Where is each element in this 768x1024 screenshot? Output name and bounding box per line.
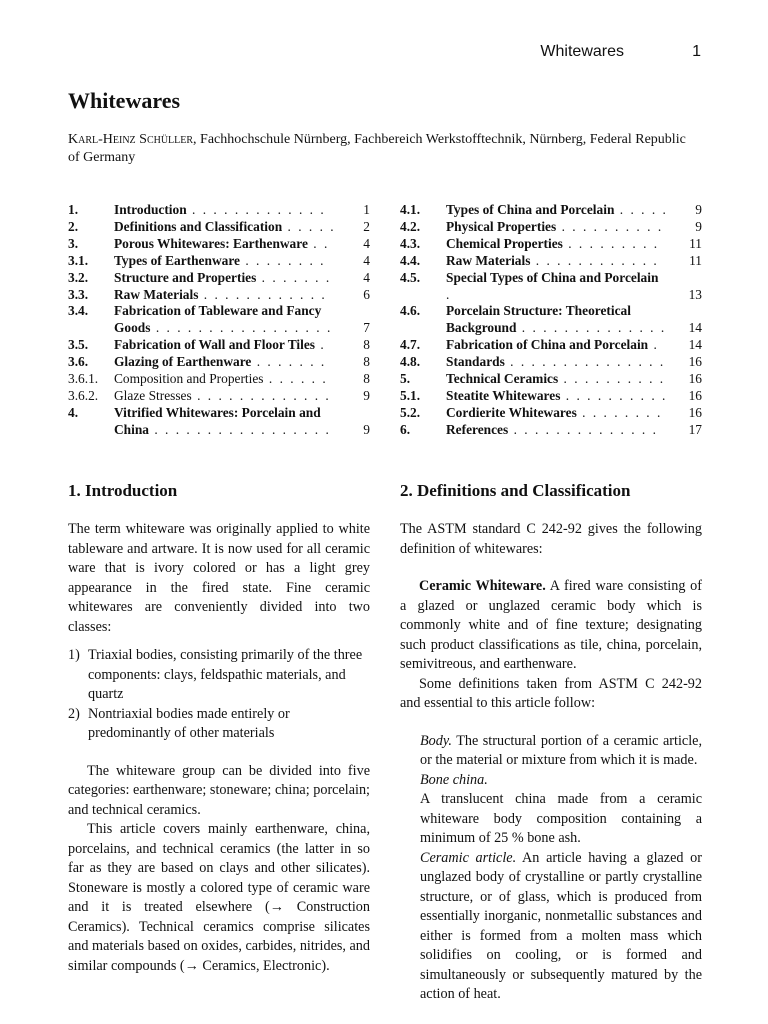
toc-entry-page: 1: [363, 202, 370, 217]
toc-leader-dots: . . . . . . . . . . . . . . . . .: [148, 421, 331, 437]
toc-entry-title-wrap: [114, 405, 370, 439]
toc-entry: [68, 388, 370, 405]
toc-entry: [400, 388, 702, 405]
list-item: [68, 646, 370, 705]
toc-entry-number: 5.1.: [400, 387, 421, 403]
toc-entry-title: Technical Ceramics: [446, 371, 559, 387]
toc-entry-title-wrap: [114, 219, 370, 236]
running-head-title: Whitewares: [540, 43, 624, 60]
definition-term: Body.: [420, 732, 452, 749]
toc-entry-title: Introduction: [114, 202, 187, 217]
toc-entry-number: 5.2.: [400, 404, 421, 420]
toc-entry: [400, 422, 702, 439]
toc-leader-dots: . . . . . . . . . . . . . . .: [504, 354, 666, 370]
toc-entry: [68, 337, 370, 354]
definition-paragraph: [400, 577, 702, 675]
toc-entry-page: 4: [363, 252, 370, 268]
toc-entry-number: 3.1.: [68, 252, 89, 268]
toc-entry: [400, 354, 702, 371]
toc-entry-title-wrap: [446, 337, 702, 354]
toc-leader-dots: .: [446, 286, 452, 302]
list-item-text: Nontriaxial bodies made entirely or predominantly of other materials: [88, 705, 290, 741]
toc-leader-dots: . . . . . . . . . .: [558, 371, 666, 387]
toc-entry-title-wrap: [114, 287, 370, 304]
toc-leader-dots: . . . . . . . . . . . . . . . . .: [150, 320, 333, 336]
toc-leader-dots: . . . . . . . . . . . . . .: [516, 320, 667, 336]
toc-entry-title-wrap: [114, 253, 370, 270]
toc-entry-page: 16: [688, 354, 702, 370]
toc-entry-number: 3.4.: [68, 303, 89, 319]
toc-entry: [68, 354, 370, 371]
toc-entry-page: 17: [688, 421, 702, 437]
list-item: [68, 705, 370, 744]
definition-text: The structural portion of a ceramic article, or the material or mixture from which it is made.: [420, 732, 702, 768]
toc-entry-number: 2.: [68, 218, 79, 234]
toc-entry-title-wrap: [114, 236, 370, 253]
classes-list: [68, 646, 370, 744]
toc-entry-number: 4.5.: [400, 269, 421, 285]
article-title: Whitewares: [68, 88, 181, 113]
toc-entry-number: 1.: [68, 202, 79, 217]
list-item-number: 2): [68, 705, 80, 722]
toc-entry-title: References: [446, 421, 509, 437]
toc-entry-title: Composition and Properties: [114, 371, 264, 387]
toc-entry-page: 4: [363, 235, 370, 251]
toc-entry-title-wrap: [114, 371, 370, 388]
column-left: [68, 480, 370, 976]
toc-entry-title: Fabrication of Tableware and Fancy Goods: [114, 303, 322, 336]
toc-entry-page: 16: [688, 404, 702, 420]
toc-entry: [68, 303, 370, 337]
toc-entry-page: 8: [363, 354, 370, 370]
toc-entry-title-wrap: [114, 337, 370, 354]
toc-entry: [400, 303, 702, 337]
toc-leader-dots: . .: [307, 235, 330, 251]
toc-entry-number: 3.2.: [68, 269, 89, 285]
toc-entry: [400, 236, 702, 253]
toc-entry-page: 11: [689, 235, 702, 251]
toc-entry-title-wrap: [446, 354, 702, 371]
section-heading-introduction: 1. Introduction: [68, 481, 178, 500]
toc-entry-page: 16: [688, 387, 702, 403]
toc-leader-dots: .: [315, 337, 326, 353]
table-of-contents-right: [400, 202, 702, 439]
toc-entry-number: 3.6.2.: [68, 387, 99, 403]
toc-entry-title: Glazing of Earthenware: [114, 354, 252, 370]
toc-entry-title: Types of Earthenware: [114, 252, 240, 268]
toc-entry-number: 3.3.: [68, 286, 89, 302]
definition-ceramic-article: [420, 849, 702, 1005]
toc-entry-title: Physical Properties: [446, 218, 557, 234]
toc-entry-title: Raw Materials: [114, 286, 199, 302]
paragraph: The term whiteware was originally applied to white tableware and artware. It is now used for all ceramic ware that is ivory colored or has a light grey appearance in the fired state. Fine ceramic whitewares are conveniently divided into two classes:: [68, 521, 370, 635]
toc-leader-dots: . . . . . . . . . .: [556, 218, 664, 234]
toc-entry-number: 4.3.: [400, 235, 421, 251]
column-right: [400, 480, 702, 1005]
toc-entry-title-wrap: [446, 303, 702, 337]
toc-entry-page: 9: [695, 218, 702, 234]
running-head: [0, 43, 768, 65]
toc-entry-title: Raw Materials: [446, 252, 531, 268]
toc-leader-dots: . . . . . . . . . . . . .: [186, 202, 326, 217]
toc-entry-title: Types of China and Porcelain: [446, 202, 615, 217]
toc-entry: [400, 270, 702, 304]
toc-leader-dots: . . . . . . .: [251, 354, 327, 370]
toc-entry-title: Steatite Whitewares: [446, 387, 561, 403]
toc-entry: [68, 270, 370, 287]
toc-leader-dots: . . . . . . . . .: [562, 235, 660, 251]
toc-entry-number: 3.: [68, 235, 79, 251]
toc-leader-dots: . . . . .: [614, 202, 668, 217]
definition-term: Ceramic article.: [420, 849, 517, 866]
toc-leader-dots: . . . . . . . .: [239, 252, 326, 268]
toc-entry: [68, 405, 370, 439]
toc-entry-page: 8: [363, 337, 370, 353]
toc-entry-number: 5.: [400, 371, 411, 387]
toc-entry: [68, 236, 370, 253]
toc-leader-dots: . . . . . . .: [256, 269, 332, 285]
toc-entry-title: Structure and Properties: [114, 269, 257, 285]
paragraph: This article covers mainly earthenware, china, porcelains, and technical ceramics (the latter in so far as they are based on clays and other silicates). Stoneware is mostly a colored type of ceramic ware and it is treated elsewhere (→ Construction Ceramics). Technical ceramics comprise silicates and materials based on oxides, carbides, nitrides, and similar compounds (→ Ceramics, Electronic).: [68, 821, 370, 974]
toc-entry-page: 9: [363, 421, 370, 437]
toc-entry-page: 16: [688, 371, 702, 387]
toc-entry-title-wrap: [446, 236, 702, 253]
toc-entry-title-wrap: [446, 202, 702, 219]
definition-bone-china-text: A translucent china made from a ceramic whiteware body composition containing a minimum of 25 % bone ash.: [420, 791, 702, 846]
toc-entry-page: 13: [688, 286, 702, 302]
toc-entry: [68, 371, 370, 388]
toc-entry-title: Fabrication of Wall and Floor Tiles: [114, 337, 316, 353]
toc-entry-number: 6.: [400, 421, 411, 437]
toc-entry-number: 4.7.: [400, 337, 421, 353]
toc-entry-number: 3.6.: [68, 354, 89, 370]
toc-entry: [400, 405, 702, 422]
toc-entry-title-wrap: [446, 422, 702, 439]
definition-bone-china-term: [420, 771, 702, 791]
toc-entry-title: Vitrified Whitewares: Porcelain and China: [114, 404, 321, 437]
toc-entry-number: 4.2.: [400, 218, 421, 234]
author-name: Karl-Heinz Schüller: [68, 132, 194, 147]
toc-entry-title: Porous Whitewares: Earthenware: [114, 235, 308, 251]
toc-entry-page: 9: [695, 202, 702, 217]
toc-entry-title: Glaze Stresses: [114, 387, 192, 403]
toc-entry-page: 9: [363, 387, 370, 403]
toc-leader-dots: .: [648, 337, 659, 353]
toc-entry: [68, 219, 370, 236]
toc-entry-title: Fabrication of China and Porcelain: [446, 337, 649, 353]
toc-leader-dots: . . . . . .: [263, 371, 328, 387]
page-number: 1: [692, 43, 701, 60]
toc-entry-title-wrap: [114, 202, 370, 219]
toc-entry-page: 7: [363, 320, 370, 336]
toc-entry-title: Standards: [446, 354, 505, 370]
toc-entry-title-wrap: [114, 303, 370, 337]
toc-entry-page: 11: [689, 252, 702, 268]
toc-entry-title-wrap: [446, 253, 702, 270]
toc-entry-title: Special Types of China and Porcelain: [446, 269, 659, 285]
toc-entry: [400, 253, 702, 270]
toc-entry: [400, 337, 702, 354]
toc-entry-title: Cordierite Whitewares: [446, 404, 577, 420]
toc-entry-page: 6: [363, 286, 370, 302]
toc-entry: [68, 253, 370, 270]
paragraph: The ASTM standard C 242-92 gives the following definition of whitewares:: [400, 521, 702, 557]
toc-entry-page: 2: [363, 218, 370, 234]
toc-leader-dots: . . . . . . . .: [576, 404, 663, 420]
toc-entry-title-wrap: [114, 388, 370, 405]
toc-entry-title-wrap: [446, 388, 702, 405]
toc-entry-number: 4.6.: [400, 303, 421, 319]
toc-entry-title-wrap: [114, 354, 370, 371]
toc-leader-dots: . . . . .: [282, 218, 336, 234]
toc-entry-title-wrap: [446, 371, 702, 388]
toc-entry: [400, 219, 702, 236]
toc-leader-dots: . . . . . . . . . . . .: [198, 286, 327, 302]
list-item-text: Triaxial bodies, consisting primarily of the three components: clays, feldspathic materials, and quartz: [88, 647, 363, 702]
toc-entry-number: 4.: [68, 404, 79, 420]
toc-leader-dots: . . . . . . . . . . . . .: [191, 387, 331, 403]
toc-leader-dots: . . . . . . . . . . . . . .: [508, 421, 658, 437]
paragraph: The whiteware group can be divided into five categories: earthenware; stoneware; china; porcelain; and technical ceramics.: [68, 762, 370, 818]
toc-entry-number: 4.8.: [400, 354, 421, 370]
toc-entry-title: Porcelain Structure: Theoretical Background: [446, 303, 631, 336]
toc-entry-number: 4.1.: [400, 202, 421, 217]
toc-entry-page: 8: [363, 371, 370, 387]
definition-term: Bone china.: [420, 771, 488, 788]
toc-entry-title: Definitions and Classification: [114, 218, 283, 234]
list-item-number: 1): [68, 647, 80, 663]
toc-entry: [68, 287, 370, 304]
definition-text: A fired ware consisting of a glazed or unglazed ceramic body which is commonly white and of fine texture; designating such product classifications as tile, china, porcelain, semivitreous, and earthenware.: [400, 578, 703, 672]
definition-text: An article having a glazed or unglazed body of crystalline or partly crystalline structure, or of glass, which is produced from essentially inorganic, nonmetallic substances and either is formed from a molten mass which solidifies on cooling, or is formed and simultaneously or subsequently matured by the action of heat.: [420, 849, 702, 1002]
definition-term: Ceramic Whiteware.: [419, 578, 546, 594]
table-of-contents-left: [68, 202, 370, 439]
toc-entry-number: 4.4.: [400, 252, 421, 268]
toc-entry-page: 14: [688, 337, 702, 353]
section-heading-definitions: 2. Definitions and Classification: [400, 481, 631, 500]
toc-entry-title: Chemical Properties: [446, 235, 563, 251]
toc-entry-page: 14: [688, 320, 702, 336]
author-line: [68, 131, 700, 167]
toc-entry-title-wrap: [446, 405, 702, 422]
toc-entry-title-wrap: [446, 219, 702, 236]
author-affiliation: , Fachhochschule Nürnberg, Fachbereich Werkstofftechnik, Nürnberg, Federal Republic of Germany: [68, 132, 686, 165]
paragraph: Some definitions taken from ASTM C 242-92 and essential to this article follow:: [400, 675, 702, 711]
toc-leader-dots: . . . . . . . . . .: [560, 387, 668, 403]
toc-leader-dots: . . . . . . . . . . . .: [530, 252, 659, 268]
toc-entry-page: 4: [363, 269, 370, 285]
toc-entry-title-wrap: [446, 270, 702, 304]
toc-entry: [400, 371, 702, 388]
toc-entry: [68, 202, 370, 219]
definition-body: [420, 732, 702, 771]
toc-entry-title-wrap: [114, 270, 370, 287]
toc-entry: [400, 202, 702, 219]
toc-entry-number: 3.5.: [68, 337, 89, 353]
toc-entry-number: 3.6.1.: [68, 371, 99, 387]
